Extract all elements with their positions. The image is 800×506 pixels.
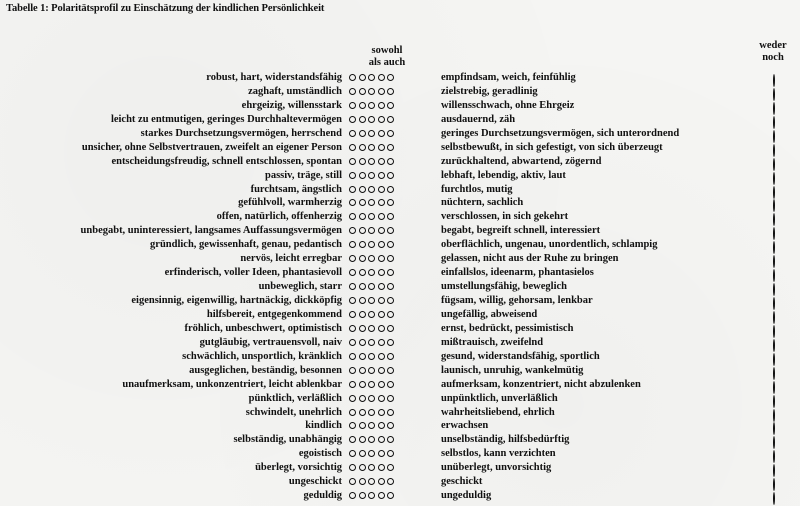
rating-circle[interactable] (368, 88, 375, 95)
rating-circle[interactable] (368, 311, 375, 318)
rating-circle[interactable] (387, 102, 394, 109)
rating-scale (349, 353, 394, 360)
table-title: Tabelle 1: Polaritätsprofil zu Einschätzung der kindlichen Persönlichkeit (6, 3, 325, 14)
rating-scale (349, 436, 394, 443)
table-row (0, 127, 800, 141)
rating-circle[interactable] (349, 213, 356, 220)
right-pole-label: lebhaft, lebendig, aktiv, laut (441, 169, 566, 181)
rating-circle[interactable] (378, 158, 385, 165)
polarity-rows (0, 71, 800, 503)
rating-scale (349, 283, 394, 290)
rating-circle[interactable] (349, 269, 356, 276)
rating-circle[interactable] (378, 422, 385, 429)
rating-circle[interactable] (349, 158, 356, 165)
rating-circle[interactable] (378, 88, 385, 95)
left-pole-label: geduldig (303, 490, 342, 502)
rating-circle[interactable] (387, 353, 394, 360)
rating-circle[interactable] (387, 436, 394, 443)
rating-circle[interactable] (349, 186, 356, 193)
rating-circle[interactable] (387, 478, 394, 485)
rating-circle[interactable] (368, 116, 375, 123)
rating-circle[interactable] (359, 213, 366, 220)
rating-circle[interactable] (349, 478, 356, 485)
rating-circle[interactable] (359, 283, 366, 290)
rating-circle[interactable] (387, 422, 394, 429)
left-pole-label: robust, hart, widerstandsfähig (206, 72, 342, 83)
rating-circle[interactable] (359, 395, 366, 402)
rating-scale (349, 297, 394, 304)
left-pole-label: offen, natürlich, offenherzig (216, 211, 342, 223)
rating-circle[interactable] (387, 381, 394, 388)
table-row (0, 419, 800, 433)
rating-scale (349, 255, 394, 262)
table-row (0, 475, 800, 489)
rating-circle[interactable] (368, 395, 375, 402)
rating-circle[interactable] (349, 436, 356, 443)
rating-circle[interactable] (378, 227, 385, 234)
rating-circle[interactable] (349, 325, 356, 332)
right-pole-label: geringes Durchsetzungsvermögen, sich unterordnend (441, 127, 680, 139)
rating-circle[interactable] (378, 241, 385, 248)
rating-circle[interactable] (378, 450, 385, 457)
rating-circle[interactable] (387, 199, 394, 206)
table-row (0, 224, 800, 238)
rating-circle[interactable] (349, 227, 356, 234)
right-pole-label: willensschwach, ohne Ehrgeiz (441, 99, 575, 111)
left-pole-label: gefühlvoll, warmherzig (238, 197, 342, 209)
table-row (0, 461, 800, 475)
rating-circle[interactable] (359, 297, 366, 304)
rating-scale (349, 464, 394, 471)
rating-circle[interactable] (368, 283, 375, 290)
left-pole-label: fröhlich, unbeschwert, optimistisch (184, 322, 342, 334)
rating-circle[interactable] (359, 102, 366, 109)
rating-circle[interactable] (349, 311, 356, 318)
rating-circle[interactable] (368, 144, 375, 151)
rating-scale (349, 116, 394, 123)
rating-circle[interactable] (349, 130, 356, 137)
rating-circle[interactable] (359, 325, 366, 332)
table-row (0, 350, 800, 364)
rating-circle[interactable] (368, 353, 375, 360)
rating-circle[interactable] (387, 227, 394, 234)
rating-circle[interactable] (349, 353, 356, 360)
rating-circle[interactable] (368, 102, 375, 109)
left-pole-label: kindlich (305, 420, 342, 432)
rating-circle[interactable] (387, 158, 394, 165)
rating-circle[interactable] (378, 255, 385, 262)
left-pole-label: nervös, leicht erregbar (240, 253, 342, 265)
rating-circle[interactable] (359, 130, 366, 137)
table-row (0, 85, 800, 99)
rating-circle[interactable] (349, 409, 356, 416)
rating-circle[interactable] (349, 339, 356, 346)
right-pole-label: zielstrebig, geradlinig (441, 85, 538, 97)
rating-circle[interactable] (359, 367, 366, 374)
rating-circle[interactable] (387, 269, 394, 276)
left-pole-label: leicht zu entmutigen, geringes Durchhaltevermögen (110, 113, 342, 125)
rating-circle[interactable] (349, 367, 356, 374)
rating-circle[interactable] (359, 172, 366, 179)
table-row (0, 489, 800, 503)
rating-circle[interactable] (378, 74, 385, 81)
rating-circle[interactable] (387, 464, 394, 471)
rating-circle[interactable] (359, 255, 366, 262)
rating-circle[interactable] (378, 283, 385, 290)
rating-circle[interactable] (359, 116, 366, 123)
rating-scale (349, 213, 394, 220)
rating-circle[interactable] (378, 297, 385, 304)
left-pole-label: gutgläubig, vertrauensvoll, naiv (199, 336, 342, 348)
table-row (0, 378, 800, 392)
rating-circle[interactable] (368, 255, 375, 262)
rating-circle[interactable] (359, 492, 366, 499)
table-row (0, 155, 800, 169)
right-pole-label: mißtrauisch, zweifelnd (441, 336, 544, 348)
rating-circle[interactable] (368, 269, 375, 276)
rating-circle[interactable] (349, 422, 356, 429)
rating-circle[interactable] (368, 199, 375, 206)
rating-circle[interactable] (368, 325, 375, 332)
rating-circle[interactable] (378, 102, 385, 109)
right-pole-label: begabt, begreift schnell, interessiert (441, 225, 601, 237)
rating-circle[interactable] (349, 144, 356, 151)
rating-scale (349, 492, 394, 499)
left-pole-label: entscheidungsfreudig, schnell entschlossen, spontan (111, 155, 342, 167)
rating-circle[interactable] (349, 381, 356, 388)
left-pole-label: unaufmerksam, unkonzentriert, leicht ablenkbar (122, 378, 342, 390)
rating-circle[interactable] (359, 269, 366, 276)
rating-circle[interactable] (387, 116, 394, 123)
rating-circle[interactable] (387, 186, 394, 193)
rating-circle[interactable] (387, 492, 394, 499)
table-row (0, 406, 800, 420)
weder-noch-circle[interactable] (773, 492, 775, 506)
left-pole-label: ungeschickt (288, 476, 342, 488)
table-row (0, 196, 800, 210)
table-row (0, 113, 800, 127)
right-pole-label: ausdauernd, zäh (441, 113, 516, 125)
right-pole-label: aufmerksam, konzentriert, nicht abzulenken (441, 378, 641, 390)
right-pole-label: launisch, unruhig, wankelmütig (441, 364, 584, 376)
rating-circle[interactable] (387, 450, 394, 457)
rating-circle[interactable] (378, 436, 385, 443)
rating-circle[interactable] (387, 172, 394, 179)
left-pole-label: unbegabt, uninteressiert, langsames Auffassungsvermögen (80, 225, 342, 237)
rating-scale (349, 241, 394, 248)
rating-circle[interactable] (378, 353, 385, 360)
left-pole-label: gründlich, gewissenhaft, genau, pedantisch (150, 239, 342, 251)
right-pole-label: ungeduldig (441, 490, 492, 502)
right-pole-label: fügsam, willig, gehorsam, lenkbar (441, 295, 593, 306)
left-pole-label: furchtsam, ängstlich (250, 183, 342, 195)
rating-circle[interactable] (359, 422, 366, 429)
table-row (0, 141, 800, 155)
rating-scale (349, 339, 394, 346)
rating-circle[interactable] (387, 325, 394, 332)
right-pole-label: empfindsam, weich, feinfühlig (441, 72, 576, 83)
rating-circle[interactable] (359, 144, 366, 151)
right-pole-label: wahrheitsliebend, ehrlich (441, 406, 555, 418)
left-pole-label: egoistisch (298, 448, 342, 460)
table-row (0, 322, 800, 336)
rating-circle[interactable] (378, 116, 385, 123)
left-pole-label: hilfsbereit, entgegenkommend (206, 308, 342, 320)
rating-circle[interactable] (368, 227, 375, 234)
rating-scale (349, 367, 394, 374)
rating-scale (349, 381, 394, 388)
table-row (0, 364, 800, 378)
rating-circle[interactable] (359, 199, 366, 206)
rating-circle[interactable] (349, 255, 356, 262)
rating-circle[interactable] (368, 478, 375, 485)
rating-circle[interactable] (368, 464, 375, 471)
rating-scale (349, 172, 394, 179)
rating-circle[interactable] (387, 339, 394, 346)
right-pole-label: geschickt (441, 476, 483, 488)
rating-scale (349, 102, 394, 109)
right-pole-label: nüchtern, sachlich (441, 197, 524, 209)
rating-circle[interactable] (359, 478, 366, 485)
rating-circle[interactable] (359, 74, 366, 81)
header-right-line1: weder (759, 40, 787, 51)
left-pole-label: eigensinnig, eigenwillig, hartnäckig, dickköpfig (131, 295, 342, 306)
rating-circle[interactable] (359, 339, 366, 346)
left-pole-label: erfinderisch, voller Ideen, phantasievoll (164, 267, 342, 279)
rating-circle[interactable] (387, 130, 394, 137)
rating-circle[interactable] (378, 144, 385, 151)
rating-circle[interactable] (378, 172, 385, 179)
rating-scale (349, 88, 394, 95)
rating-scale (349, 199, 394, 206)
rating-circle[interactable] (368, 130, 375, 137)
right-pole-label: furchtlos, mutig (441, 183, 513, 195)
rating-circle[interactable] (368, 74, 375, 81)
rating-circle[interactable] (359, 158, 366, 165)
rating-circle[interactable] (368, 409, 375, 416)
rating-scale (349, 311, 394, 318)
right-pole-label: ernst, bedrückt, pessimistisch (441, 322, 574, 334)
table-row (0, 433, 800, 447)
rating-circle[interactable] (368, 381, 375, 388)
right-pole-label: selbstbewußt, in sich gefestigt, von sich überzeugt (441, 141, 663, 153)
left-pole-label: ehrgeizig, willensstark (241, 99, 342, 111)
rating-scale (349, 478, 394, 485)
right-pole-label: unselbständig, hilfsbedürftig (441, 434, 570, 446)
header-sowohl-als-auch (352, 45, 422, 69)
rating-scale (349, 422, 394, 429)
left-pole-label: schwindelt, unehrlich (245, 406, 342, 418)
rating-circle[interactable] (359, 436, 366, 443)
left-pole-label: schwächlich, unsportlich, kränklich (182, 350, 342, 362)
rating-circle[interactable] (387, 241, 394, 248)
rating-circle[interactable] (359, 88, 366, 95)
rating-circle[interactable] (378, 213, 385, 220)
rating-circle[interactable] (368, 450, 375, 457)
rating-circle[interactable] (368, 367, 375, 374)
rating-circle[interactable] (349, 199, 356, 206)
rating-circle[interactable] (387, 395, 394, 402)
rating-scale (349, 74, 394, 81)
rating-circle[interactable] (387, 74, 394, 81)
header-weder-noch (750, 40, 796, 64)
table-row (0, 294, 800, 308)
rating-circle[interactable] (359, 409, 366, 416)
rating-circle[interactable] (387, 311, 394, 318)
rating-circle[interactable] (349, 241, 356, 248)
rating-circle[interactable] (378, 130, 385, 137)
rating-circle[interactable] (387, 255, 394, 262)
table-row (0, 308, 800, 322)
rating-circle[interactable] (387, 88, 394, 95)
left-pole-label: pünktlich, verläßlich (248, 392, 342, 404)
right-pole-label: einfallslos, ideenarm, phantasielos (441, 267, 594, 279)
right-pole-label: verschlossen, in sich gekehrt (441, 211, 569, 223)
left-pole-label: starkes Durchsetzungsvermögen, herrschend (140, 127, 342, 139)
table-row (0, 71, 800, 85)
rating-circle[interactable] (349, 88, 356, 95)
right-pole-label: erwachsen (441, 420, 489, 432)
rating-circle[interactable] (368, 297, 375, 304)
rating-circle[interactable] (359, 353, 366, 360)
rating-circle[interactable] (359, 227, 366, 234)
left-pole-label: selbständig, unabhängig (233, 434, 342, 446)
right-pole-label: zurückhaltend, abwartend, zögernd (441, 155, 602, 167)
header-right-line2: noch (762, 52, 784, 63)
rating-circle[interactable] (359, 241, 366, 248)
rating-scale (349, 409, 394, 416)
left-pole-label: unbeweglich, starr (258, 281, 342, 293)
rating-circle[interactable] (378, 339, 385, 346)
rating-circle[interactable] (773, 492, 775, 505)
rating-scale (349, 186, 394, 193)
table-row (0, 336, 800, 350)
rating-circle[interactable] (349, 492, 356, 499)
rating-circle[interactable] (378, 311, 385, 318)
table-row (0, 183, 800, 197)
rating-circle[interactable] (387, 213, 394, 220)
rating-circle[interactable] (359, 464, 366, 471)
rating-circle[interactable] (359, 311, 366, 318)
table-row (0, 238, 800, 252)
rating-circle[interactable] (387, 367, 394, 374)
table-row (0, 252, 800, 266)
left-pole-label: passiv, träge, still (264, 169, 342, 181)
rating-scale (349, 325, 394, 332)
rating-circle[interactable] (349, 283, 356, 290)
rating-circle[interactable] (368, 186, 375, 193)
table-row (0, 210, 800, 224)
rating-scale (349, 269, 394, 276)
rating-circle[interactable] (359, 186, 366, 193)
rating-circle[interactable] (387, 283, 394, 290)
rating-circle[interactable] (378, 186, 385, 193)
rating-circle[interactable] (349, 74, 356, 81)
rating-circle[interactable] (378, 269, 385, 276)
header-middle-line2: als auch (368, 57, 406, 68)
left-pole-label: überlegt, vorsichtig (255, 462, 342, 474)
right-pole-label: gesund, widerstandsfähig, sportlich (441, 350, 600, 362)
right-pole-label: gelassen, nicht aus der Ruhe zu bringen (441, 253, 619, 265)
rating-scale (349, 450, 394, 457)
table-row (0, 169, 800, 183)
rating-circle[interactable] (349, 450, 356, 457)
rating-circle[interactable] (349, 172, 356, 179)
rating-circle[interactable] (349, 464, 356, 471)
table-row (0, 280, 800, 294)
right-pole-label: unpünktlich, unverläßlich (441, 392, 558, 404)
rating-circle[interactable] (368, 241, 375, 248)
left-pole-label: unsicher, ohne Selbstvertrauen, zweifelt an eigener Person (81, 141, 342, 153)
rating-circle[interactable] (378, 325, 385, 332)
table-row (0, 99, 800, 113)
right-pole-label: selbstlos, kann verzichten (441, 448, 556, 460)
table-row (0, 392, 800, 406)
rating-circle[interactable] (378, 464, 385, 471)
rating-circle[interactable] (368, 422, 375, 429)
rating-circle[interactable] (368, 213, 375, 220)
rating-scale (349, 130, 394, 137)
rating-circle[interactable] (368, 436, 375, 443)
left-pole-label: ausgeglichen, beständig, besonnen (189, 364, 342, 376)
rating-circle[interactable] (387, 297, 394, 304)
table-row (0, 447, 800, 461)
rating-circle[interactable] (368, 492, 375, 499)
rating-circle[interactable] (378, 478, 385, 485)
rating-circle[interactable] (349, 102, 356, 109)
rating-scale (349, 227, 394, 234)
rating-circle[interactable] (349, 297, 356, 304)
rating-circle[interactable] (378, 395, 385, 402)
rating-circle[interactable] (378, 199, 385, 206)
rating-circle[interactable] (368, 158, 375, 165)
header-middle-line1: sowohl (371, 45, 403, 56)
right-pole-label: ungefällig, abweisend (441, 308, 538, 320)
right-pole-label: umstellungsfähig, beweglich (441, 281, 568, 293)
rating-scale (349, 158, 394, 165)
rating-circle[interactable] (378, 381, 385, 388)
rating-scale (349, 395, 394, 402)
right-pole-label: oberflächlich, ungenau, unordentlich, schlampig (441, 239, 658, 251)
rating-circle[interactable] (349, 395, 356, 402)
rating-circle[interactable] (368, 339, 375, 346)
rating-circle[interactable] (387, 409, 394, 416)
rating-scale (349, 144, 394, 151)
table-row (0, 266, 800, 280)
rating-circle[interactable] (378, 409, 385, 416)
rating-circle[interactable] (378, 492, 385, 499)
rating-circle[interactable] (349, 116, 356, 123)
rating-circle[interactable] (359, 450, 366, 457)
rating-circle[interactable] (368, 172, 375, 179)
right-pole-label: unüberlegt, unvorsichtig (441, 462, 552, 474)
rating-circle[interactable] (387, 144, 394, 151)
rating-circle[interactable] (378, 367, 385, 374)
rating-circle[interactable] (359, 381, 366, 388)
left-pole-label: zaghaft, umständlich (248, 85, 342, 97)
